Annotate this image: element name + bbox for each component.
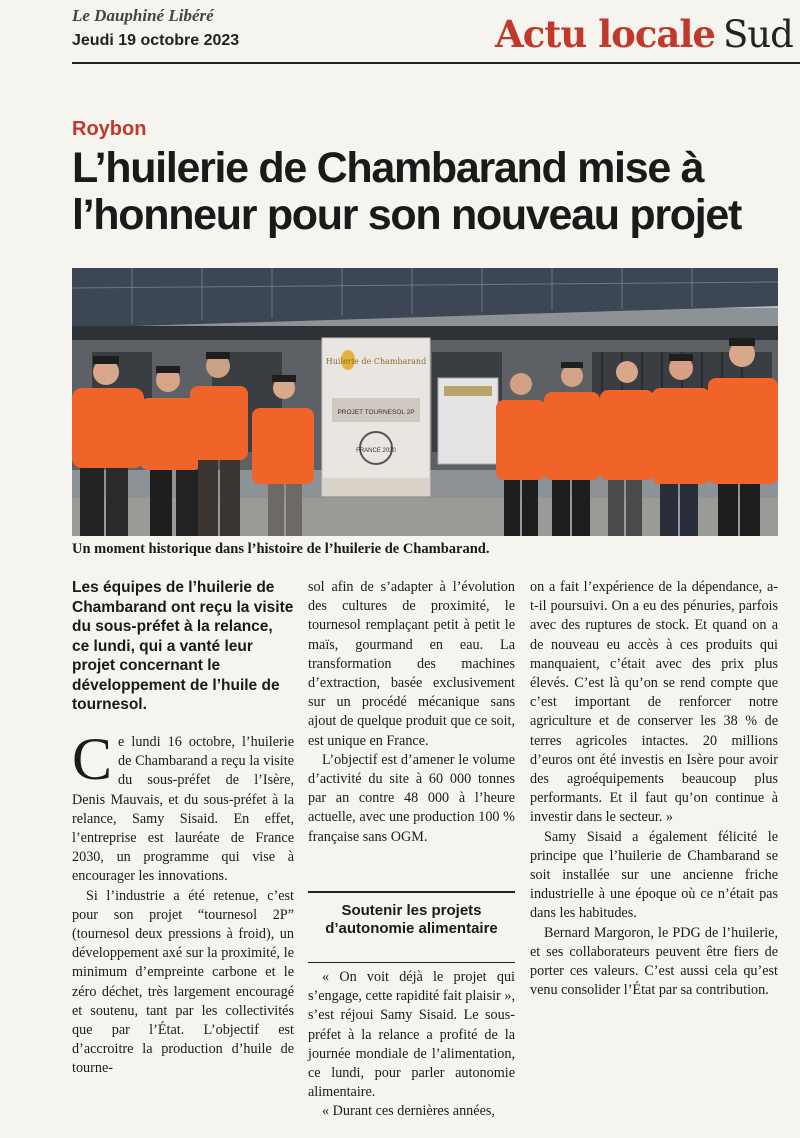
intertitle-rule-top	[308, 891, 515, 893]
paragraph: Si l’industrie a été retenue, c’est pour son projet “tournesol 2P” (tournesol deux pressions à froid), un développement axé sur la proximité, le minimum d’empreinte carbone et le zéro déchet, très largement encouragé et soutenu, tant par les collectivités que par l’État. L’objectif est d’accroitre la production d’huile de tourne-	[72, 887, 294, 1077]
intertitle: Soutenir les projets d’autonomie alimentaire	[325, 902, 498, 937]
article-column-2-continued	[308, 968, 515, 1122]
paragraph: L’objectif est d’amener le volume d’activité du site à 60 000 tonnes par an contre 48 000 à l’heure actuelle, avec une production 100 % française sans OGM.	[308, 751, 515, 845]
newspaper-masthead: Le Dauphiné Libéré	[72, 6, 214, 25]
rubric-sub: Sud	[722, 13, 793, 56]
intertitle-rule-bottom	[308, 962, 515, 963]
paragraph: sol afin de s’adapter à l’évolution des cultures de proximité, le tournesol remplaçant petit à petit le maïs, gourmand en eau. La transformation des machines d’extraction, basée exclusivement sur un procédé mécanique sans ajout de quelque produit que ce soit, est unique en France.	[308, 579, 515, 749]
group-photo-illustration	[72, 268, 778, 536]
section-tag: Roybon	[72, 118, 147, 140]
paragraph	[72, 726, 294, 887]
section-rubric	[495, 12, 793, 56]
article-column-2	[308, 578, 515, 847]
banner-logo-text: Huilerie de Chambarand	[325, 357, 427, 366]
drop-cap: C	[72, 726, 113, 792]
banner-france-text: FRANCE 2030	[356, 448, 396, 454]
headline: L’huilerie de Chambarand mise à l’honneur pour son nouveau projet	[72, 144, 741, 239]
issue-date: Jeudi 19 octobre 2023	[72, 32, 240, 49]
banner-project-text: PROJET TOURNESOL 2P	[337, 409, 415, 416]
paragraph: Bernard Margoron, le PDG de l’huilerie, et ses collaborateurs peuvent être fiers de porter ces valeurs. C’est aussi cela qu’est venu consolider l’État par sa contribution.	[530, 924, 778, 999]
paragraph: « Durant ces dernières années,	[322, 1103, 495, 1120]
paragraph: Samy Sisaid a également félicité le principe que l’huilerie de Chambarand se soit installée sur une ancienne friche industrielle à une époque où ce n’était pas dans les habitudes.	[530, 828, 778, 922]
photo-caption: Un moment historique dans l’histoire de l’huilerie de Chambarand.	[72, 541, 490, 557]
article-photo	[72, 268, 778, 536]
rubric-label: Actu locale	[495, 12, 715, 56]
article-column-3	[530, 578, 778, 1000]
paragraph: on a fait l’expérience de la dépendance, a-t-il poursuivi. On a eu des pénuries, parfois avec des ruptures de stock. Et quand on a de nouveau eu accès à ces produits qui manquaient, c’était avec des prix plus élevés. C’est là qu’on se rend compte que c’est important de renforcer notre agriculture et de conserver les 38 % de terres agricoles intactes. 20 millions d’euros ont été investis en Isère pour avoir des agroéquipements beaucoup plus performants. Et il faut qu’on continue à investir dans le secteur. »	[530, 579, 778, 826]
article-column-1	[72, 726, 294, 1079]
header-rule	[72, 62, 800, 64]
article-lead: Les équipes de l’huilerie de Chambarand ont reçu la visite du sous-préfet à la relance, ce lundi, qui a vanté leur projet concernant le développement de l’huile de tournesol.	[72, 579, 294, 713]
paragraph: « On voit déjà le projet qui s’engage, cette rapidité fait plaisir », s’est réjoui Samy Sisaid. Le sous-préfet à la relance a profité de la journée mondiale de l’alimentation, ce lundi, pour parler autonomie alimentaire.	[308, 969, 515, 1101]
paragraph-text: e lundi 16 octobre, l’huilerie de Chambarand a reçu la visite du sous-préfet de l’Isère, Denis Mauvais, et du sous-préfet à la relance, Samy Sisaid. En effet, l’entreprise est lauréate de France 2030, un programme qui vise à encourager les innovations.	[72, 734, 294, 885]
